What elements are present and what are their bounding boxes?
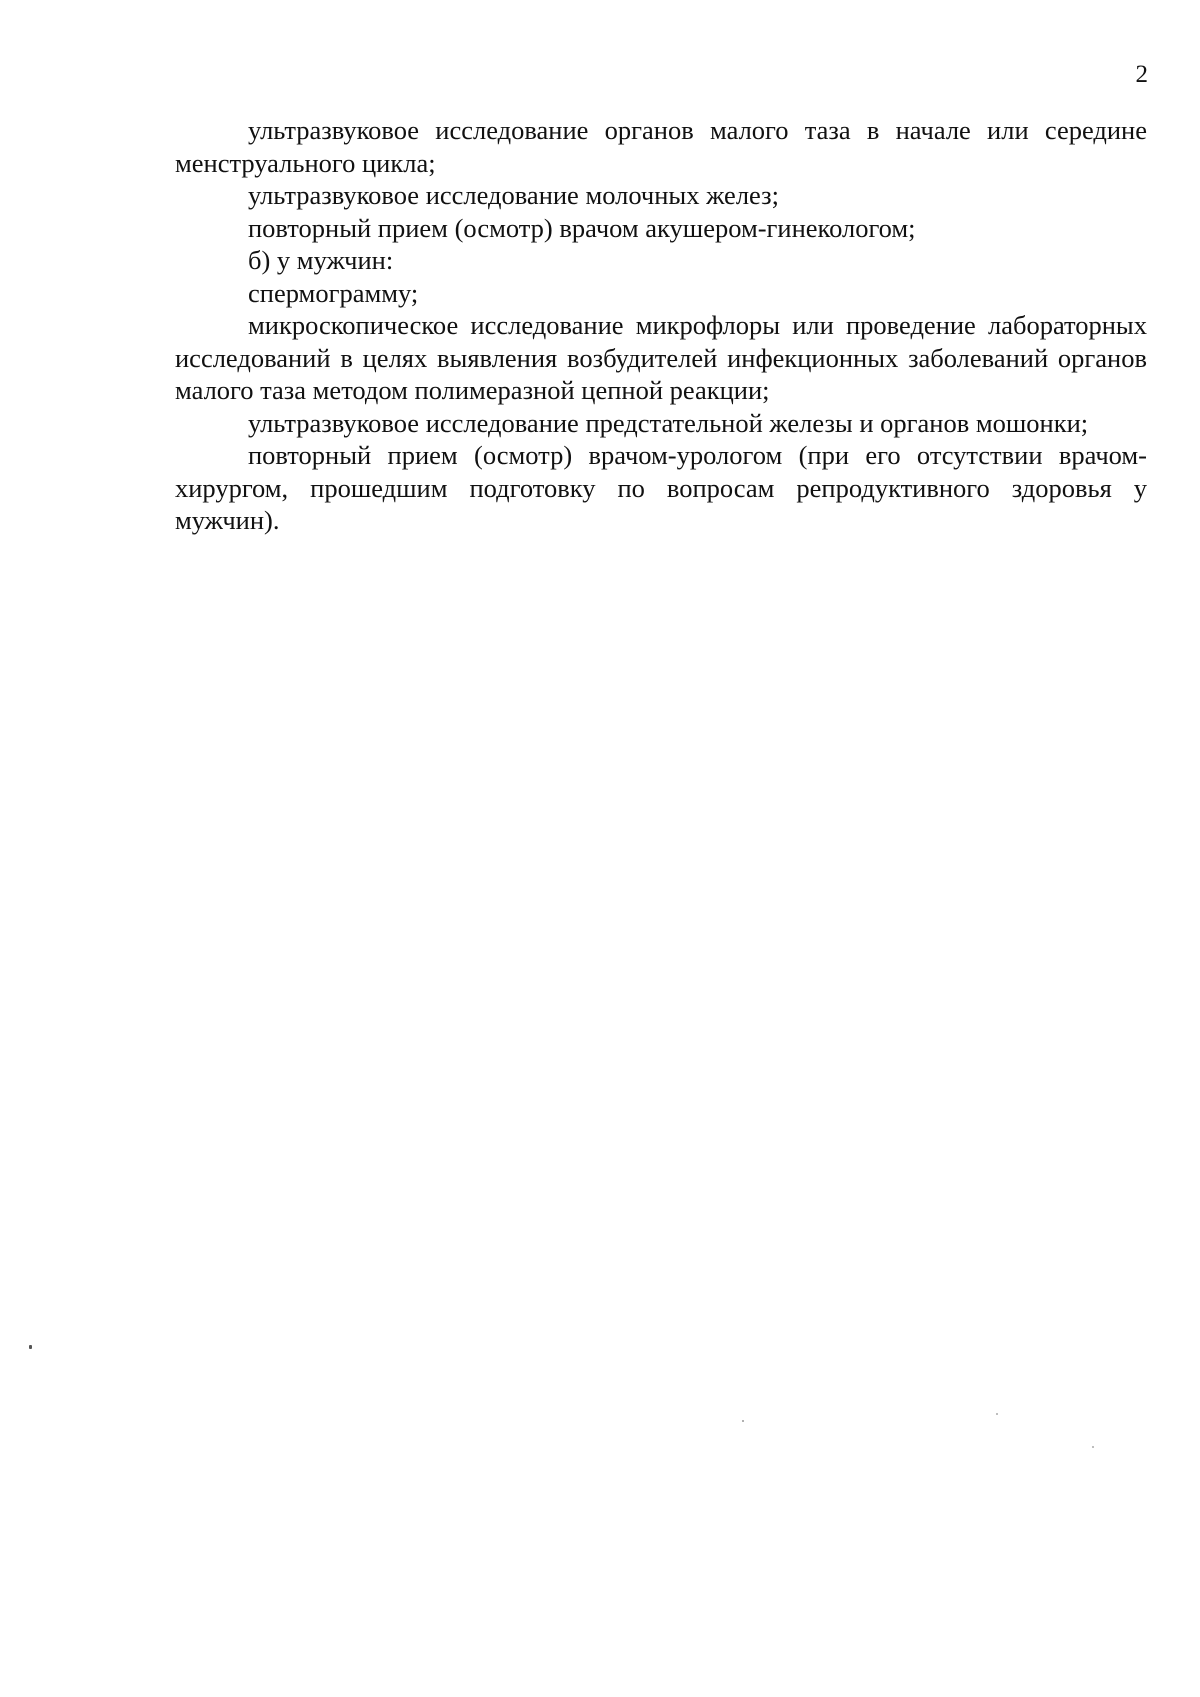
paragraph-gynecologist-revisit: повторный прием (осмотр) врачом акушером-гинекологом; bbox=[248, 212, 916, 243]
scan-speck bbox=[996, 1413, 998, 1415]
paragraph-microscopy-pcr: микроскопическое исследование микрофлоры или проведение лабораторных исследований в целях выявления возбудителей инфекционных заболеваний органов малого таза методом полимеразной цепной реакции; bbox=[175, 310, 1147, 405]
scan-speck bbox=[1092, 1446, 1094, 1448]
paragraph-pelvic-ultrasound: ультразвуковое исследование органов малого таза в начале или середине менструального цикла; bbox=[175, 115, 1147, 178]
scan-speck bbox=[742, 1420, 744, 1422]
page-number: 2 bbox=[1135, 61, 1148, 88]
paragraph-men-heading: б) у мужчин: bbox=[248, 245, 394, 275]
paragraph-urologist-revisit: повторный прием (осмотр) врачом-урологом (при его отсутствии врачом-хирургом, прошедшим подготовку по вопросам репродуктивного здоровья у мужчин). bbox=[175, 440, 1147, 535]
paragraph-prostate-ultrasound: ультразвуковое исследование предстательной железы и органов мошонки; bbox=[248, 407, 1089, 438]
paragraph-spermogram: спермограмму; bbox=[248, 277, 419, 308]
paragraph-breast-ultrasound: ультразвуковое исследование молочных желез; bbox=[248, 180, 779, 210]
scan-speck bbox=[29, 1345, 32, 1349]
document-body bbox=[175, 114, 1147, 537]
